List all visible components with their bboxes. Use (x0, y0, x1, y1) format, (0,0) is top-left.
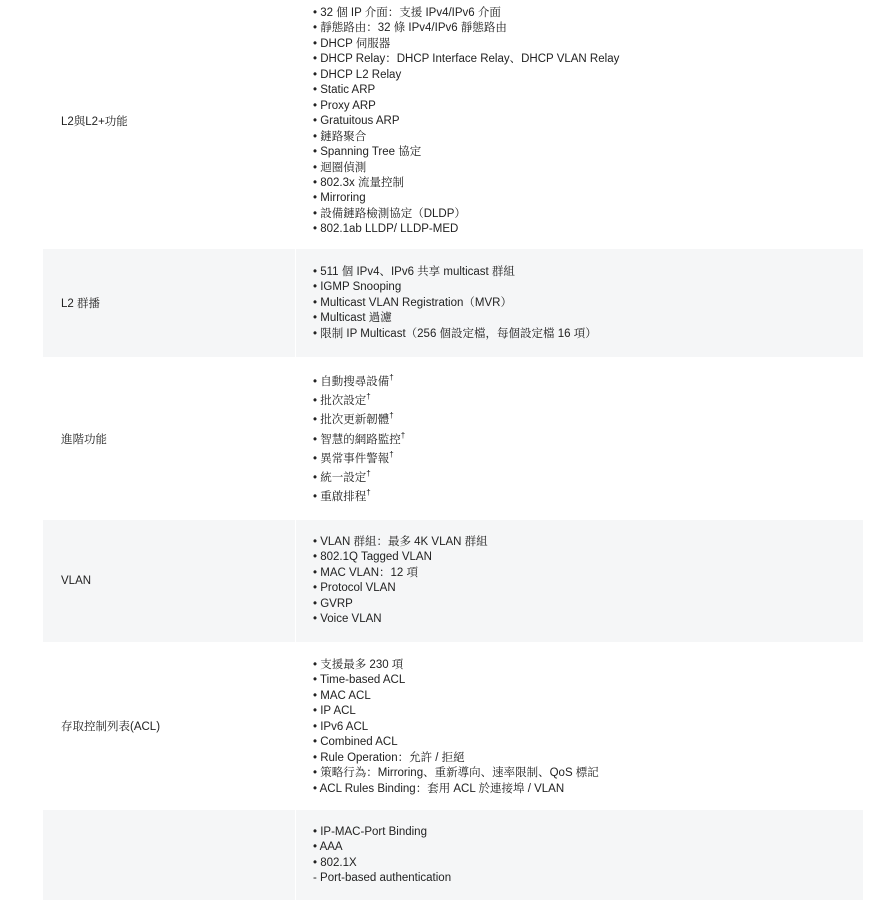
list-item: • Spanning Tree 協定 (313, 145, 863, 160)
row-label: VLAN (61, 575, 92, 587)
list-item: • Rule Operation：允許 / 拒絕 (313, 751, 863, 766)
list-item: • 批次更新韌體† (313, 411, 863, 430)
list-item: • 統一設定† (313, 469, 863, 488)
list-item: • DHCP 伺服器 (313, 37, 863, 52)
list-item: • 迴圈偵測 (313, 161, 863, 176)
list-item: • Multicast 過濾 (313, 311, 863, 326)
list-item: • DHCP Relay：DHCP Interface Relay、DHCP VLAN Relay (313, 52, 863, 67)
feature-list (313, 265, 863, 342)
list-item: • 802.1ab LLDP/ LLDP-MED (313, 222, 863, 237)
list-item: • 策略行為：Mirroring、重新導向、速率限制、QoS 標記 (313, 766, 863, 781)
list-item: • 重啟排程† (313, 488, 863, 507)
list-item: • Time-based ACL (313, 673, 863, 688)
row-content (295, 0, 863, 249)
dagger-mark: † (366, 469, 371, 479)
feature-list (313, 6, 863, 238)
list-item: • Multicast VLAN Registration（MVR） (313, 296, 863, 311)
row-content (295, 520, 863, 642)
list-item: • Proxy ARP (313, 99, 863, 114)
list-item: • 設備鏈路檢測協定（DLDP） (313, 207, 863, 222)
list-item: • 批次設定† (313, 392, 863, 411)
list-item: • 異常事件警報† (313, 450, 863, 469)
list-item: • 511 個 IPv4、IPv6 共享 multicast 群組 (313, 265, 863, 280)
list-item: • 限制 IP Multicast（256 個設定檔，每個設定檔 16 項） (313, 327, 863, 342)
list-item: • ACL Rules Binding：套用 ACL 於連接埠 / VLAN (313, 782, 863, 797)
feature-list (313, 658, 863, 797)
list-item: • Static ARP (313, 83, 863, 98)
dagger-mark: † (389, 373, 394, 382)
list-item: - Port-based authentication (313, 871, 863, 886)
dagger-mark: † (400, 430, 406, 440)
list-item: • Protocol VLAN (313, 581, 863, 596)
list-item: • 支援最多 230 項 (313, 658, 863, 673)
spec-row-vlan (43, 520, 863, 642)
list-item: • IP ACL (313, 704, 863, 719)
feature-list (313, 825, 863, 887)
row-content (295, 357, 863, 520)
row-label: L2與L2+功能 (61, 115, 128, 128)
list-item: • 自動搜尋設備† (313, 373, 863, 392)
list-item: • IPv6 ACL (313, 720, 863, 735)
list-item: • Combined ACL (313, 735, 863, 750)
feature-list (313, 373, 863, 507)
spec-table (43, 0, 863, 900)
list-item: • 802.1X (313, 856, 863, 871)
list-item: • 靜態路由：32 條 IPv4/IPv6 靜態路由 (313, 21, 863, 36)
list-item: • VLAN 群組：最多 4K VLAN 群組 (313, 535, 863, 550)
dagger-mark: † (389, 449, 394, 459)
list-item: • MAC VLAN：12 項 (313, 566, 863, 581)
list-item: • 智慧的網路監控† (313, 431, 863, 450)
row-content (295, 249, 863, 357)
dagger-mark: † (389, 411, 394, 421)
row-content (295, 642, 863, 810)
spec-row-acl (43, 642, 863, 810)
feature-list (313, 535, 863, 628)
list-item: • 802.3x 流量控制 (313, 176, 863, 191)
list-item: • IP-MAC-Port Binding (313, 825, 863, 840)
row-label: L2 群播 (61, 298, 100, 310)
dagger-mark: † (366, 488, 371, 498)
list-item: • IGMP Snooping (313, 280, 863, 295)
list-item: • Gratuitous ARP (313, 114, 863, 129)
spec-row-advanced (43, 357, 863, 520)
spec-row-l2-multicast (43, 249, 863, 357)
list-item: • 802.1Q Tagged VLAN (313, 550, 863, 565)
list-item: • DHCP L2 Relay (313, 68, 863, 83)
list-item: • 鏈路聚合 (313, 130, 863, 145)
spec-row-l2-features (43, 0, 863, 249)
list-item: • Voice VLAN (313, 612, 863, 627)
list-item: • Mirroring (313, 191, 863, 206)
list-item: • 32 個 IP 介面：支援 IPv4/IPv6 介面 (313, 6, 863, 21)
list-item: • MAC ACL (313, 689, 863, 704)
list-item: • GVRP (313, 597, 863, 612)
dagger-mark: † (366, 392, 371, 402)
row-label: 進階功能 (61, 433, 107, 446)
list-item: • AAA (313, 840, 863, 855)
row-label: 存取控制列表(ACL) (61, 721, 161, 733)
